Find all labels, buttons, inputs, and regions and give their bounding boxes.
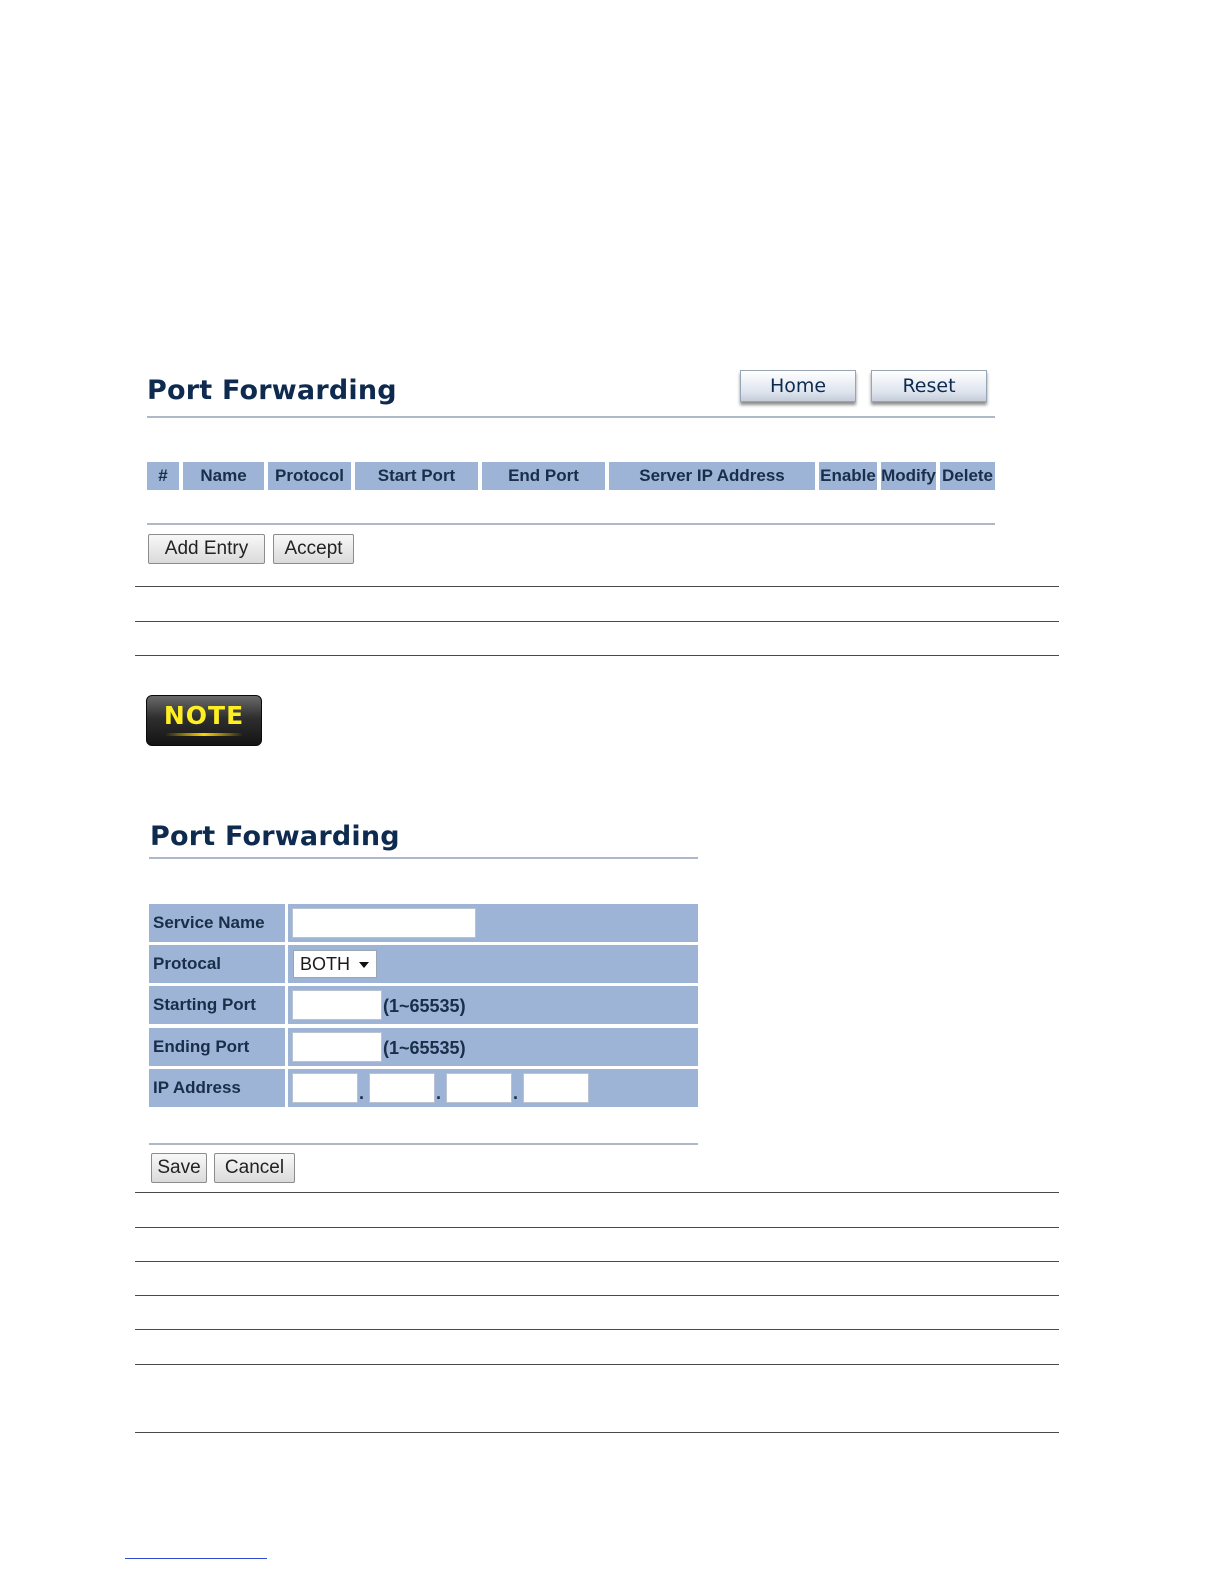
ip-octet-1-input[interactable] [292, 1073, 358, 1103]
document-divider [135, 1295, 1059, 1296]
document-divider [135, 1329, 1059, 1330]
service-name-row [149, 904, 698, 942]
starting-port-input[interactable] [292, 990, 382, 1020]
table-header [147, 462, 995, 490]
protocol-row [149, 945, 698, 983]
service-name-label: Service Name [149, 904, 285, 942]
ip-separator: . [359, 1083, 365, 1103]
protocol-selected-value: BOTH [300, 954, 351, 974]
document-divider [135, 621, 1059, 622]
save-button[interactable]: Save [151, 1153, 207, 1183]
column-header-start-port: Start Port [355, 462, 478, 490]
document-divider [135, 1432, 1059, 1433]
document-divider [135, 586, 1059, 587]
ip-octet-4-input[interactable] [523, 1073, 589, 1103]
protocol-cell [288, 945, 698, 983]
note-label: NOTE [163, 701, 245, 730]
ending-port-cell [288, 1028, 698, 1066]
ip-address-label: IP Address [149, 1069, 285, 1107]
document-divider [135, 1227, 1059, 1228]
column-header-server-ip: Server IP Address [609, 462, 815, 490]
form-bottom-divider [149, 1143, 698, 1145]
starting-port-label: Starting Port [149, 986, 285, 1024]
reset-button[interactable]: Reset [871, 370, 987, 402]
starting-port-row [149, 986, 698, 1024]
protocol-select[interactable] [293, 950, 377, 978]
document-divider [135, 1261, 1059, 1262]
starting-port-cell [288, 986, 698, 1024]
cancel-button[interactable]: Cancel [214, 1153, 295, 1183]
column-header-name: Name [183, 462, 264, 490]
document-divider [135, 655, 1059, 656]
add-entry-button[interactable]: Add Entry [148, 534, 265, 564]
ip-octet-2-input[interactable] [369, 1073, 435, 1103]
document-divider [135, 1364, 1059, 1365]
page-title: Port Forwarding [147, 375, 397, 406]
ending-port-input[interactable] [292, 1032, 382, 1062]
title-divider [147, 416, 995, 418]
chevron-down-icon [359, 962, 369, 968]
column-header-modify: Modify [881, 462, 936, 490]
note-glow [165, 733, 243, 736]
column-header-end-port: End Port [482, 462, 605, 490]
ip-address-row [149, 1069, 698, 1107]
ip-octet-3-input[interactable] [446, 1073, 512, 1103]
form-title: Port Forwarding [150, 821, 400, 852]
service-name-cell [288, 904, 698, 942]
form-title-divider [149, 857, 698, 859]
document-divider [135, 1192, 1059, 1193]
ending-port-row [149, 1028, 698, 1066]
footnote-rule [125, 1558, 267, 1559]
ip-separator: . [436, 1083, 442, 1103]
ending-port-label: Ending Port [149, 1028, 285, 1066]
ip-separator: . [513, 1083, 519, 1103]
column-header-enable: Enable [819, 462, 877, 490]
ip-address-cell [288, 1069, 698, 1107]
accept-button[interactable]: Accept [273, 534, 354, 564]
protocol-label: Protocal [149, 945, 285, 983]
service-name-input[interactable] [292, 908, 476, 938]
starting-port-range-hint: (1~65535) [383, 996, 466, 1016]
note-badge [146, 695, 262, 746]
table-divider [147, 523, 995, 525]
ending-port-range-hint: (1~65535) [383, 1038, 466, 1058]
column-header-delete: Delete [940, 462, 995, 490]
home-button[interactable]: Home [740, 370, 856, 402]
column-header-index: # [147, 462, 179, 490]
column-header-protocol: Protocol [268, 462, 351, 490]
